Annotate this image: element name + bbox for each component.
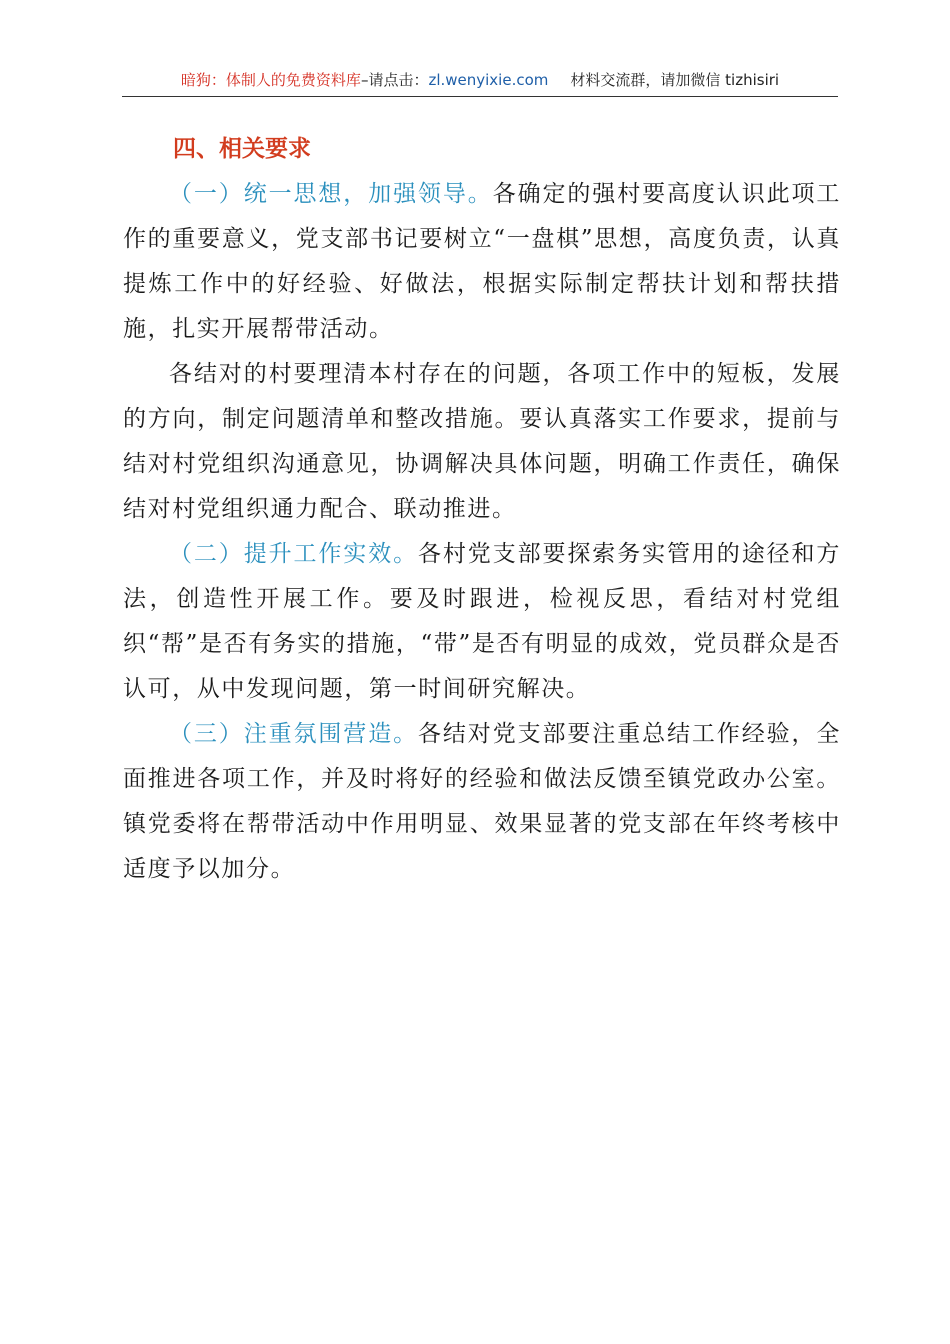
paragraph-3-body: 各村党支部要探索务实管用的途径和方法，创造性开展工作。要及时跟进，检视反思，看结对村党组织“帮”是否有务实的措施，“带”是否有明显的成效，党员群众是否认可，从中发现问题，第一时间研究解决。 (123, 541, 841, 702)
header-site-name: 暗狗：体制人的免费资料库 (180, 71, 361, 89)
paragraph-2 (123, 352, 841, 532)
paragraph-1 (123, 172, 841, 352)
header-wechat-note: 材料交流群，请加微信 tizhisiri (570, 71, 780, 89)
paragraph-1-subheading: （一）统一思想，加强领导。 (169, 181, 493, 207)
paragraph-4 (123, 712, 841, 892)
document-body (123, 126, 841, 892)
paragraph-4-body: 各结对党支部要注重总结工作经验，全面推进各项工作，并及时将好的经验和做法反馈至镇党政办公室。镇党委将在帮带活动中作用明显、效果显著的党支部在年终考核中适度予以加分。 (123, 721, 841, 882)
header-click-prompt: –请点击： (360, 71, 429, 89)
paragraph-2-body: 各结对的村要理清本村存在的问题，各项工作中的短板，发展的方向，制定问题清单和整改措施。要认真落实工作要求，提前与结对村党组织沟通意见，协调解决具体问题，明确工作责任，确保结对村党组织通力配合、联动推进。 (123, 361, 841, 522)
page-header (122, 66, 838, 97)
paragraph-3-subheading: （二）提升工作实效。 (169, 541, 418, 567)
section-heading: 四、相关要求 (173, 136, 311, 162)
paragraph-3 (123, 532, 841, 712)
header-url-link[interactable]: zl.wenyixie.com (428, 71, 549, 89)
paragraph-4-subheading: （三）注重氛围营造。 (169, 721, 418, 747)
paragraph-1-body: 各确定的强村要高度认识此项工作的重要意义，党支部书记要树立“一盘棋”思想，高度负责，认真提炼工作中的好经验、好做法，根据实际制定帮扶计划和帮扶措施，扎实开展帮带活动。 (123, 181, 841, 342)
